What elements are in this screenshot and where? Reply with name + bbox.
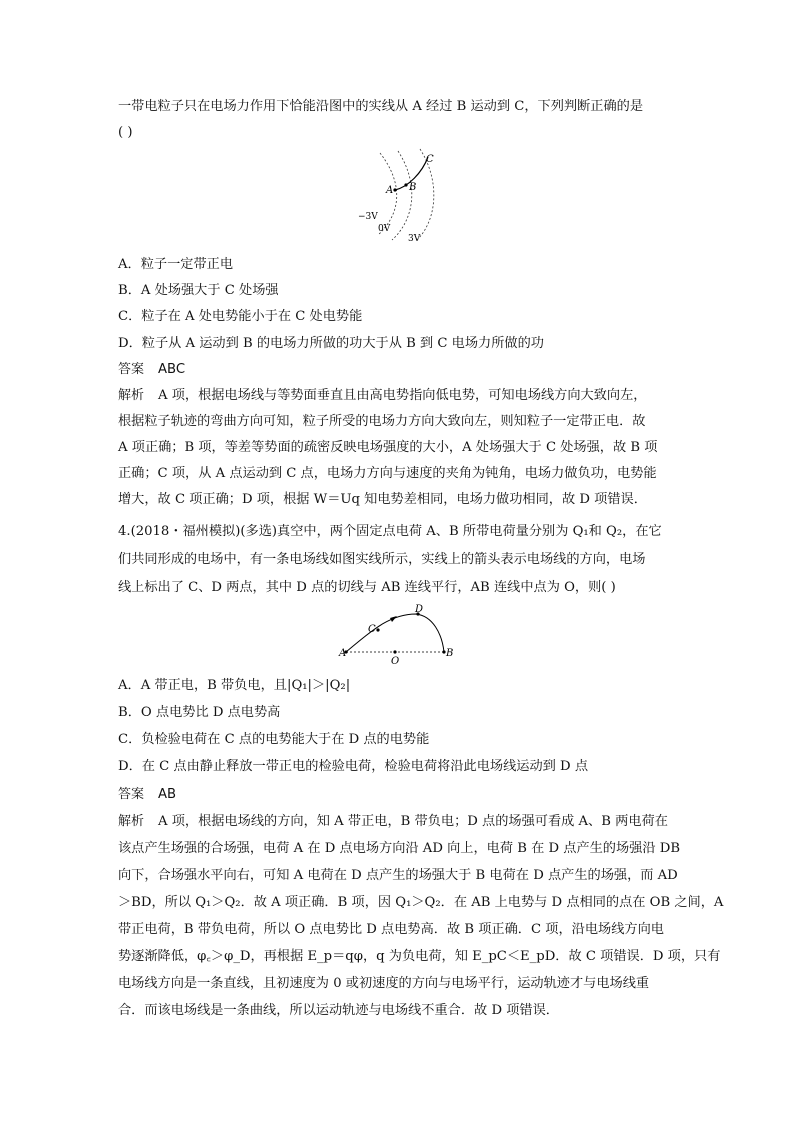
q4-analysis-label: 解析 — [118, 814, 145, 829]
q3-analysis-line1 — [118, 387, 646, 405]
q4-option-b: B．O 点电势比 D 点电势高 — [118, 705, 281, 720]
q3-analysis-line5: 增大，故 C 项正确；D 项，根据 W＝Uq 知电势差相同，电场力做功相同，故 D 项错误． — [118, 492, 647, 507]
q4-analysis-line8: 合．而该电场线是一条曲线，所以运动轨迹与电场线不重合．故 D 项错误． — [118, 1003, 559, 1018]
q4-analysis-line2: 该点产生场强的合场强，电荷 A 在 D 点电场方向沿 AD 向上，电荷 B 在 D 点产生的场强沿 DB — [118, 841, 681, 856]
q4-figure-field-line — [338, 604, 460, 666]
q4-fig-label-d: D — [415, 604, 424, 615]
q4-analysis-line3: 向下，合场强水平向右，可知 A 电荷在 D 点产生的场强大于 B 电荷在 D 点产生的场强，而 AD — [118, 868, 678, 883]
q3-fig-label-b: B — [409, 182, 417, 193]
q4-fig-label-b: B — [446, 648, 454, 659]
q3-stem-line2: ( ) — [118, 125, 133, 140]
q4-stem-line2: 们共同形成的电场中，有一条电场线如图实线所示，实线上的箭头表示电场线的方向，电场 — [118, 552, 646, 567]
q4-stem-line3: 线上标出了 C、D 两点，其中 D 点的切线与 AB 连线平行，AB 连线中点为 O，则( ) — [118, 580, 616, 595]
q3-fig-label-neg3v: −3V — [358, 212, 378, 222]
q3-fig-label-c: C — [426, 154, 434, 165]
q4-option-c: C．负检验电荷在 C 点的电势能大于在 D 点的电势能 — [118, 732, 430, 747]
q3-answer: ABC — [158, 362, 186, 377]
q3-analysis-line4: 正确；C 项，从 A 点运动到 C 点，电场力方向与速度的夹角为钝角，电场力做负功，电势能 — [118, 466, 657, 481]
q4-analysis-line1 — [118, 813, 668, 831]
q3-fig-label-a: A — [386, 185, 394, 196]
q3-answer-row — [118, 361, 185, 379]
q3-option-b: B．A 处场强大于 C 处场强 — [118, 283, 279, 298]
q4-analysis-line6: 势逐渐降低，φ꜀＞φ_D，再根据 E_p＝qφ，q 为负电荷，知 E_pC＜E_pD．故 C 项错误．D 项，只有 — [118, 949, 721, 964]
q3-stem-line1: 一带电粒子只在电场力作用下恰能沿图中的实线从 A 经过 B 运动到 C，下列判断正确的是 — [118, 99, 644, 114]
q3-analysis-label: 解析 — [118, 388, 145, 403]
q4-analysis-line5: 带正电荷，B 带负电荷，所以 O 点电势比 D 点电势高．故 B 项正确．C 项，沿电场线方向电 — [118, 922, 664, 937]
q4-option-d: D．在 C 点由静止释放一带正电的检验电荷，检验电荷将沿此电场线运动到 D 点 — [118, 759, 589, 774]
q4-answer-row — [118, 786, 176, 804]
q4-answer-label: 答案 — [118, 787, 145, 802]
q3-figure-equipotential — [350, 145, 450, 245]
q3-option-a: A．粒子一定带正电 — [118, 257, 234, 272]
q4-fig-label-c: C — [368, 624, 376, 635]
q3-analysis-text-1: A 项，根据电场线与等势面垂直且由高电势指向低电势，可知电场线方向大致向左， — [158, 388, 647, 403]
q4-option-a: A．A 带正电，B 带负电，且|Q₁|＞|Q₂| — [118, 678, 351, 693]
q4-analysis-line7: 电场线方向是一条直线，且初速度为 0 或初速度的方向与电场平行，运动轨迹才与电场线重 — [118, 976, 650, 991]
q4-answer: AB — [158, 787, 177, 802]
q3-analysis-line2: 根据粒子轨迹的弯曲方向可知，粒子所受的电场力方向大致向左，则知粒子一定带正电．故 — [118, 414, 646, 429]
q4-analysis-text-1: A 项，根据电场线的方向，知 A 带正电，B 带负电；D 点的场强可看成 A、B 两电荷在 — [158, 814, 668, 829]
q3-analysis-line3: A 项正确；B 项，等差等势面的疏密反映电场强度的大小，A 处场强大于 C 处场强，故 B 项 — [118, 440, 658, 455]
q3-option-c: C．粒子在 A 处电势能小于在 C 处电势能 — [118, 309, 363, 324]
q3-fig-label-3v: 3V — [408, 234, 421, 244]
q4-analysis-line4: ＞BD，所以 Q₁＞Q₂．故 A 项正确．B 项，因 Q₁＞Q₂．在 AB 上电势与 D 点相同的点在 OB 之间，A — [118, 895, 724, 910]
q3-fig-label-0v: 0V — [378, 224, 391, 234]
q4-fig-label-a: A — [339, 648, 347, 659]
q4-stem-line1: 4.(2018・福州模拟)(多选)真空中，两个固定点电荷 A、B 所带电荷量分别为 Q₁和 Q₂，在它 — [118, 524, 662, 539]
q4-fig-label-o: O — [391, 656, 400, 666]
q3-option-d: D．粒子从 A 运动到 B 的电场力所做的功大于从 B 到 C 电场力所做的功 — [118, 336, 544, 351]
q3-answer-label: 答案 — [118, 362, 145, 377]
